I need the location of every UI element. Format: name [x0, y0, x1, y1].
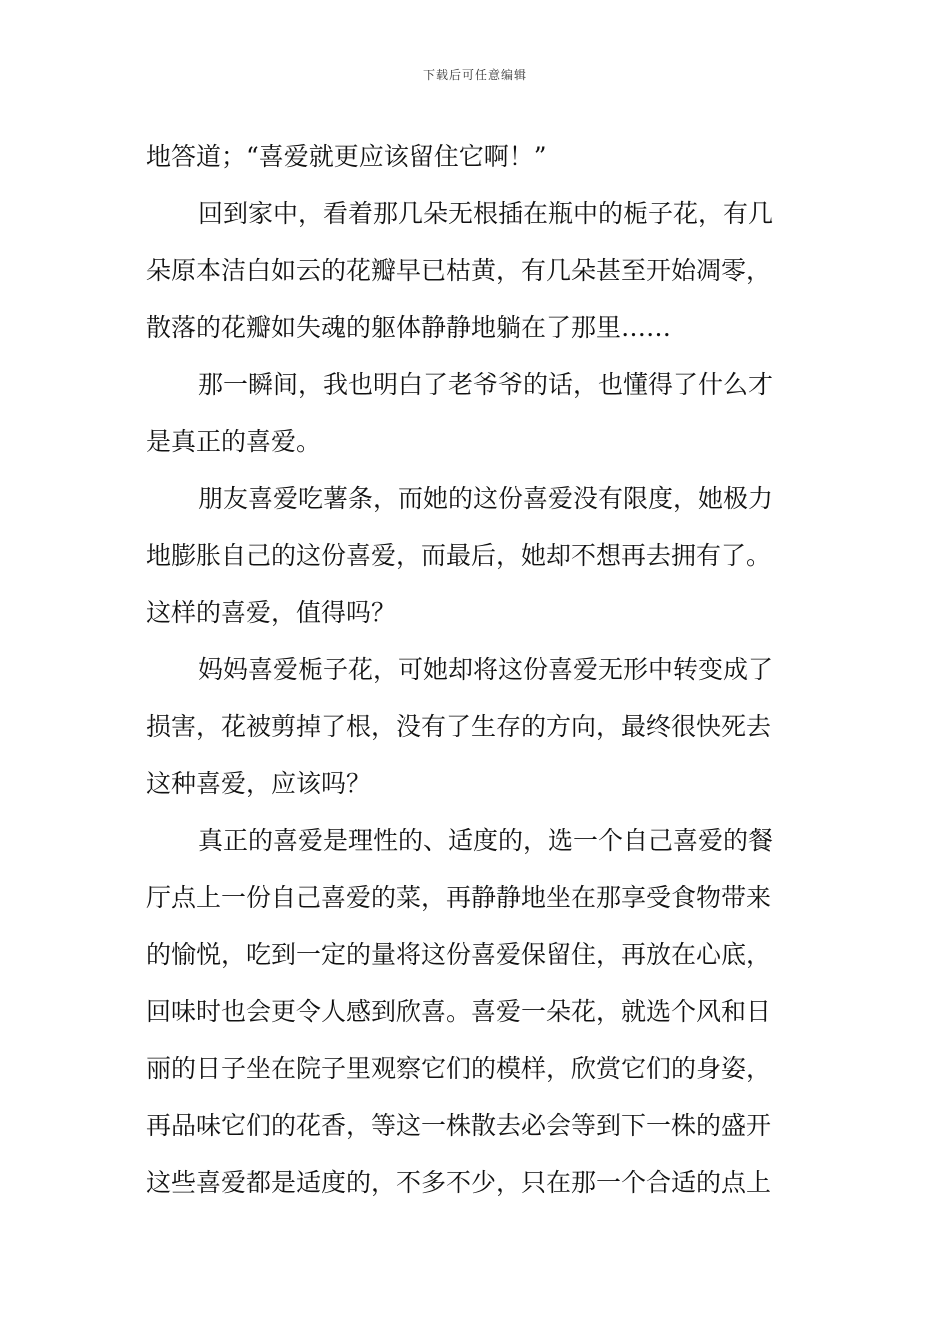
- text-line: 的愉悦，吃到一定的量将这份喜爱保留住，再放在心底，: [146, 940, 772, 969]
- text-line: 这些喜爱都是适度的，不多不少，只在那一个合适的点上: [146, 1168, 772, 1197]
- text-line: 回味时也会更令人感到欣喜。喜爱一朵花，就选个风和日: [146, 997, 772, 1026]
- text-line: 地答道；“喜爱就更应该留住它啊！”: [146, 142, 547, 171]
- text-line: 朋友喜爱吃薯条，而她的这份喜爱没有限度，她极力: [198, 484, 774, 513]
- text-line: 那一瞬间，我也明白了老爷爷的话，也懂得了什么才: [198, 370, 774, 399]
- text-line: 损害，花被剪掉了根，没有了生存的方向，最终很快死去: [146, 712, 772, 741]
- text-line: 地膨胀自己的这份喜爱，而最后，她却不想再去拥有了。: [146, 541, 772, 570]
- text-line: 真正的喜爱是理性的、适度的，选一个自己喜爱的餐: [198, 826, 774, 855]
- text-line: 妈妈喜爱栀子花，可她却将这份喜爱无形中转变成了: [198, 655, 774, 684]
- text-line: 散落的花瓣如失魂的躯体静静地躺在了那里……: [146, 313, 672, 342]
- text-line: 是真正的喜爱。: [146, 427, 322, 456]
- page-header: 下载后可任意编辑: [422, 68, 527, 82]
- text-line: 这种喜爱，应该吗？: [146, 769, 372, 798]
- text-line: 丽的日子坐在院子里观察它们的模样，欣赏它们的身姿，: [146, 1054, 772, 1083]
- text-line: 回到家中，看着那几朵无根插在瓶中的栀子花，有几: [198, 199, 774, 228]
- text-line: 再品味它们的花香，等这一株散去必会等到下一株的盛开: [146, 1111, 772, 1140]
- body-text: [146, 128, 806, 1211]
- text-line: 这样的喜爱，值得吗？: [146, 598, 397, 627]
- text-line: 朵原本洁白如云的花瓣早已枯黄，有几朵甚至开始凋零，: [146, 256, 772, 285]
- text-line: 厅点上一份自己喜爱的菜，再静静地坐在那享受食物带来: [146, 883, 772, 912]
